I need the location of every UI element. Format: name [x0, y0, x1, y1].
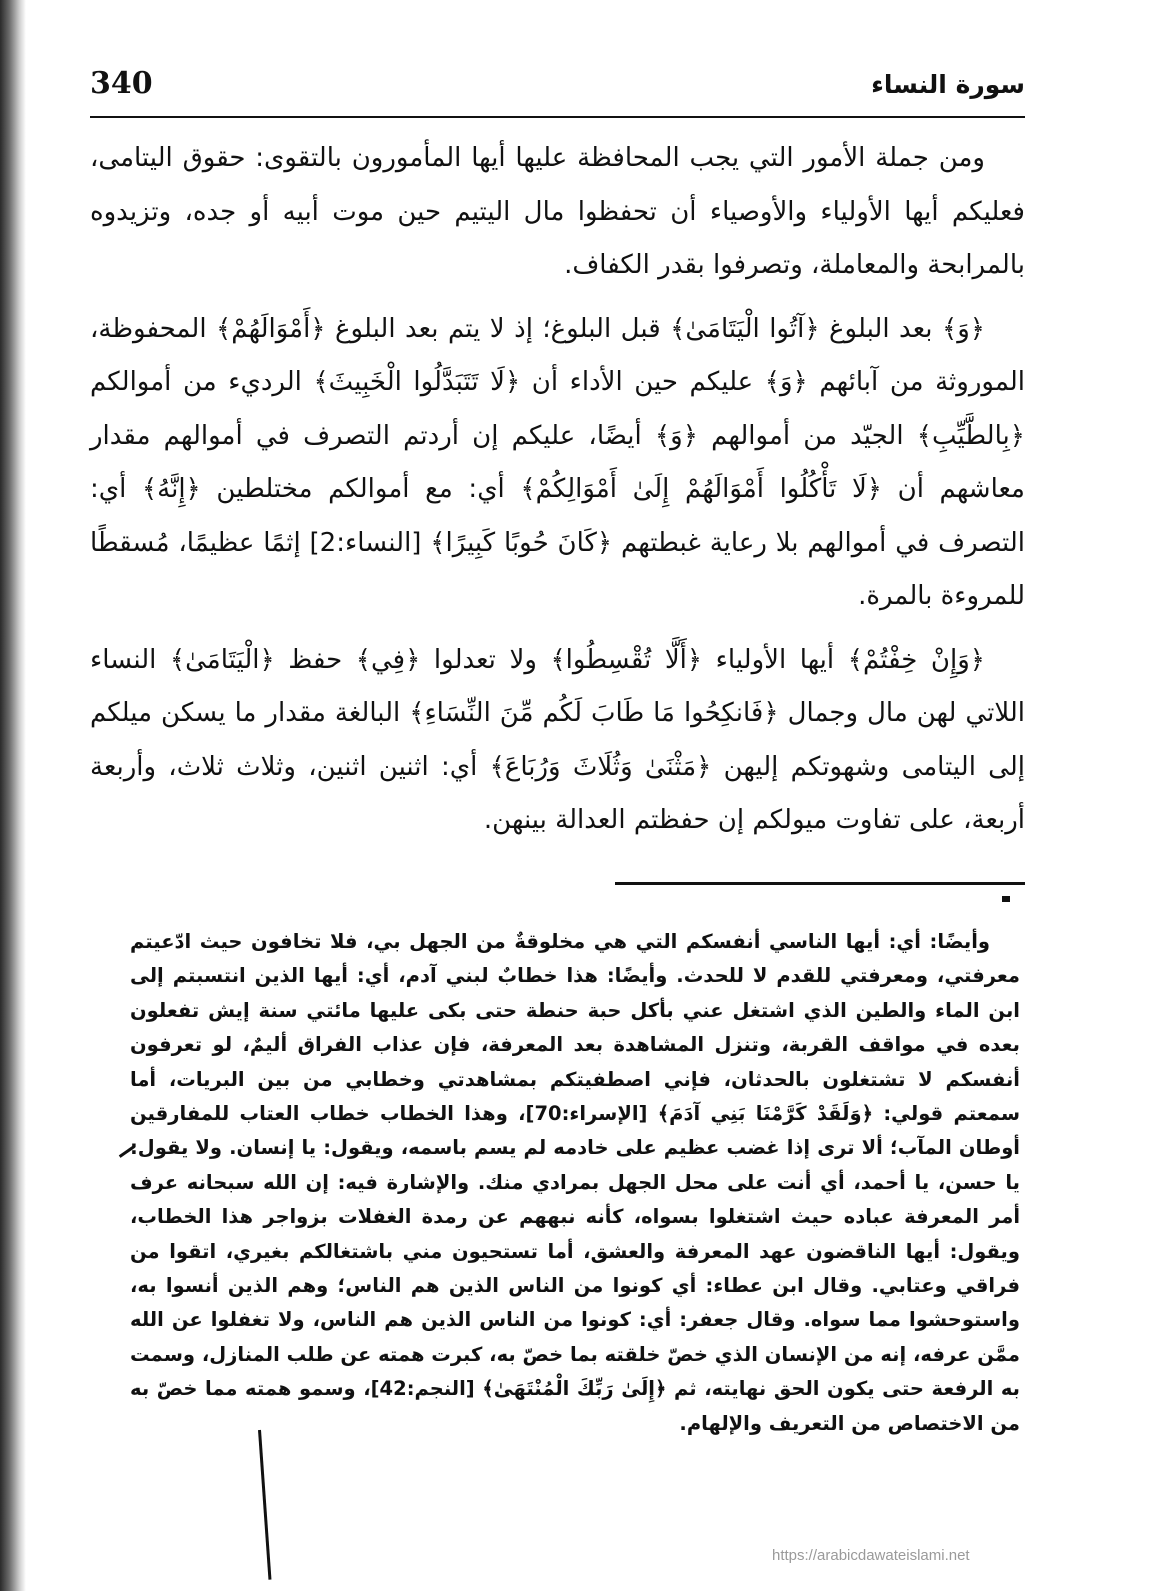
footnote-marker — [1002, 896, 1010, 902]
book-page — [90, 60, 1025, 885]
separator-line — [615, 882, 1025, 885]
footnote-separator — [90, 882, 1025, 885]
footnote-section — [130, 925, 1020, 1441]
main-paragraph: ﴿وَ﴾ بعد البلوغ ﴿آتُوا الْيَتَامَىٰ﴾ قبل البلوغ؛ إذ لا يتم بعد البلوغ ﴿أَمْوَالَهُمْ﴾ المحفوظة، الموروثة من آبائهم ﴿وَ﴾ عليكم حين الأداء أن ﴿لَا تَتَبَدَّلُوا الْخَبِيثَ﴾ الرديء من أموالكم ﴿بِالطَّيِّبِ﴾ الجيّد من أموالهم ﴿وَ﴾ أيضًا، عليكم إن أردتم التصرف في أموالهم مقدار معاشهم أن ﴿لَا تَأْكُلُوا أَمْوَالَهُمْ إِلَىٰ أَمْوَالِكُمْ﴾ أي: مع أموالكم مختلطين ﴿إِنَّهُ﴾ أي: التصرف في أموالهم بلا رعاية غبطتهم ﴿كَانَ حُوبًا كَبِيرًا﴾ [النساء:2] إثمًا عظيمًا، مُسقطًا للمروءة بالمرة. — [90, 313, 1025, 611]
scan-shadow-edge — [0, 0, 26, 1591]
page-number: 340 — [90, 66, 153, 101]
surah-title: سورة النساء — [871, 70, 1025, 99]
main-text — [90, 132, 1025, 848]
pen-mark — [258, 1430, 271, 1580]
page-header — [90, 60, 1025, 118]
main-paragraph: ﴿وَإِنْ خِفْتُمْ﴾ أيها الأولياء ﴿أَلَّا تُقْسِطُوا﴾ ولا تعدلوا ﴿فِي﴾ حفظ ﴿الْيَتَامَىٰ﴾ النساء اللاتي لهن مال وجمال ﴿فَانكِحُوا مَا طَابَ لَكُم مِّنَ النِّسَاءِ﴾ البالغة مقدار ما يسكن ميلكم إلى اليتامى وشهوتكم إليهن ﴿مَثْنَىٰ وَثُلَاثَ وَرُبَاعَ﴾ أي: اثنين اثنين، وثلاث ثلاث، وأربعة أربعة، على تفاوت ميولكم إن حفظتم العدالة بينهن. — [90, 644, 1025, 835]
footnote-text: وأيضًا: أي: أيها الناسي أنفسكم التي هي مخلوقةٌ من الجهل بي، فلا تخافون حيث ادّعيتم معرفتي، ومعرفتي للقدم لا للحدث. وأيضًا: هذا خطابٌ لبني آدم، أي: أيها الذين انتسبتم إلى ابن الماء والطين الذي اشتغل عني بأكل حبة حنطة حتى بكى عليها مائتي سنة إيش تفعلون بعده في مواقف القربة، وتنزل المشاهدة بعد المعرفة، فإن عذاب الفراق أليمٌ، لو تعرفون أنفسكم لا تشتغلون بالحدثان، فإني اصطفيتكم بمشاهدتي وخطابي من بين البريات، أما سمعتم قولي: ﴿وَلَقَدْ كَرَّمْنَا بَنِي آدَمَ﴾ [الإسراء:70]، وهذا الخطاب خطاب العتاب للمفارقين أوطان المآب؛ ألا ترى إذا غضب عظيم على خادمه لم يسم باسمه، ويقول: يا إنسان. ولا يقول: يا حسن، يا أحمد، أي أنت على محل الجهل بمرادي منك. والإشارة فيه: إن الله سبحانه عرف أمر المعرفة عباده حيث اشتغلوا بسواه، كأنه نبههم عن رمدة الغفلات بزواجر هذا الخطاب، ويقول: أيها الناقضون عهد المعرفة والعشق، أما تستحيون مني باشتغالكم بغيري، اتقوا من فراقي وعتابي. وقال ابن عطاء: أي كونوا من الناس الذين هم الناس؛ وهم الذين أنسوا به، واستوحشوا مما سواه. وقال جعفر: أي: كونوا من الناس الذين هم الناس، ولا تغفلوا عن الله ممَّن عرفه، إنه من الإنسان الذي خصّ خلقته بما خصّ به، كبرت همته عن طلب المنازل، وسمت به الرفعة حتى يكون الحق نهايته، ثم ﴿إِلَىٰ رَبِّكَ الْمُنْتَهَىٰ﴾ [النجم:42]، وسمو همته مما خصّ به من الاختصاص من التعريف والإلهام. — [130, 930, 1020, 1435]
main-paragraph: ومن جملة الأمور التي يجب المحافظة عليها أيها المأمورون بالتقوى: حقوق اليتامى، فعليكم أيها الأولياء والأوصياء أن تحفظوا مال اليتيم حين موت أبيه أو جده، وتزيدوه بالمرابحة والمعاملة، وتصرفوا بقدر الكفاف. — [90, 143, 1025, 280]
watermark-url: https://arabicdawateislami.net — [772, 1547, 970, 1564]
